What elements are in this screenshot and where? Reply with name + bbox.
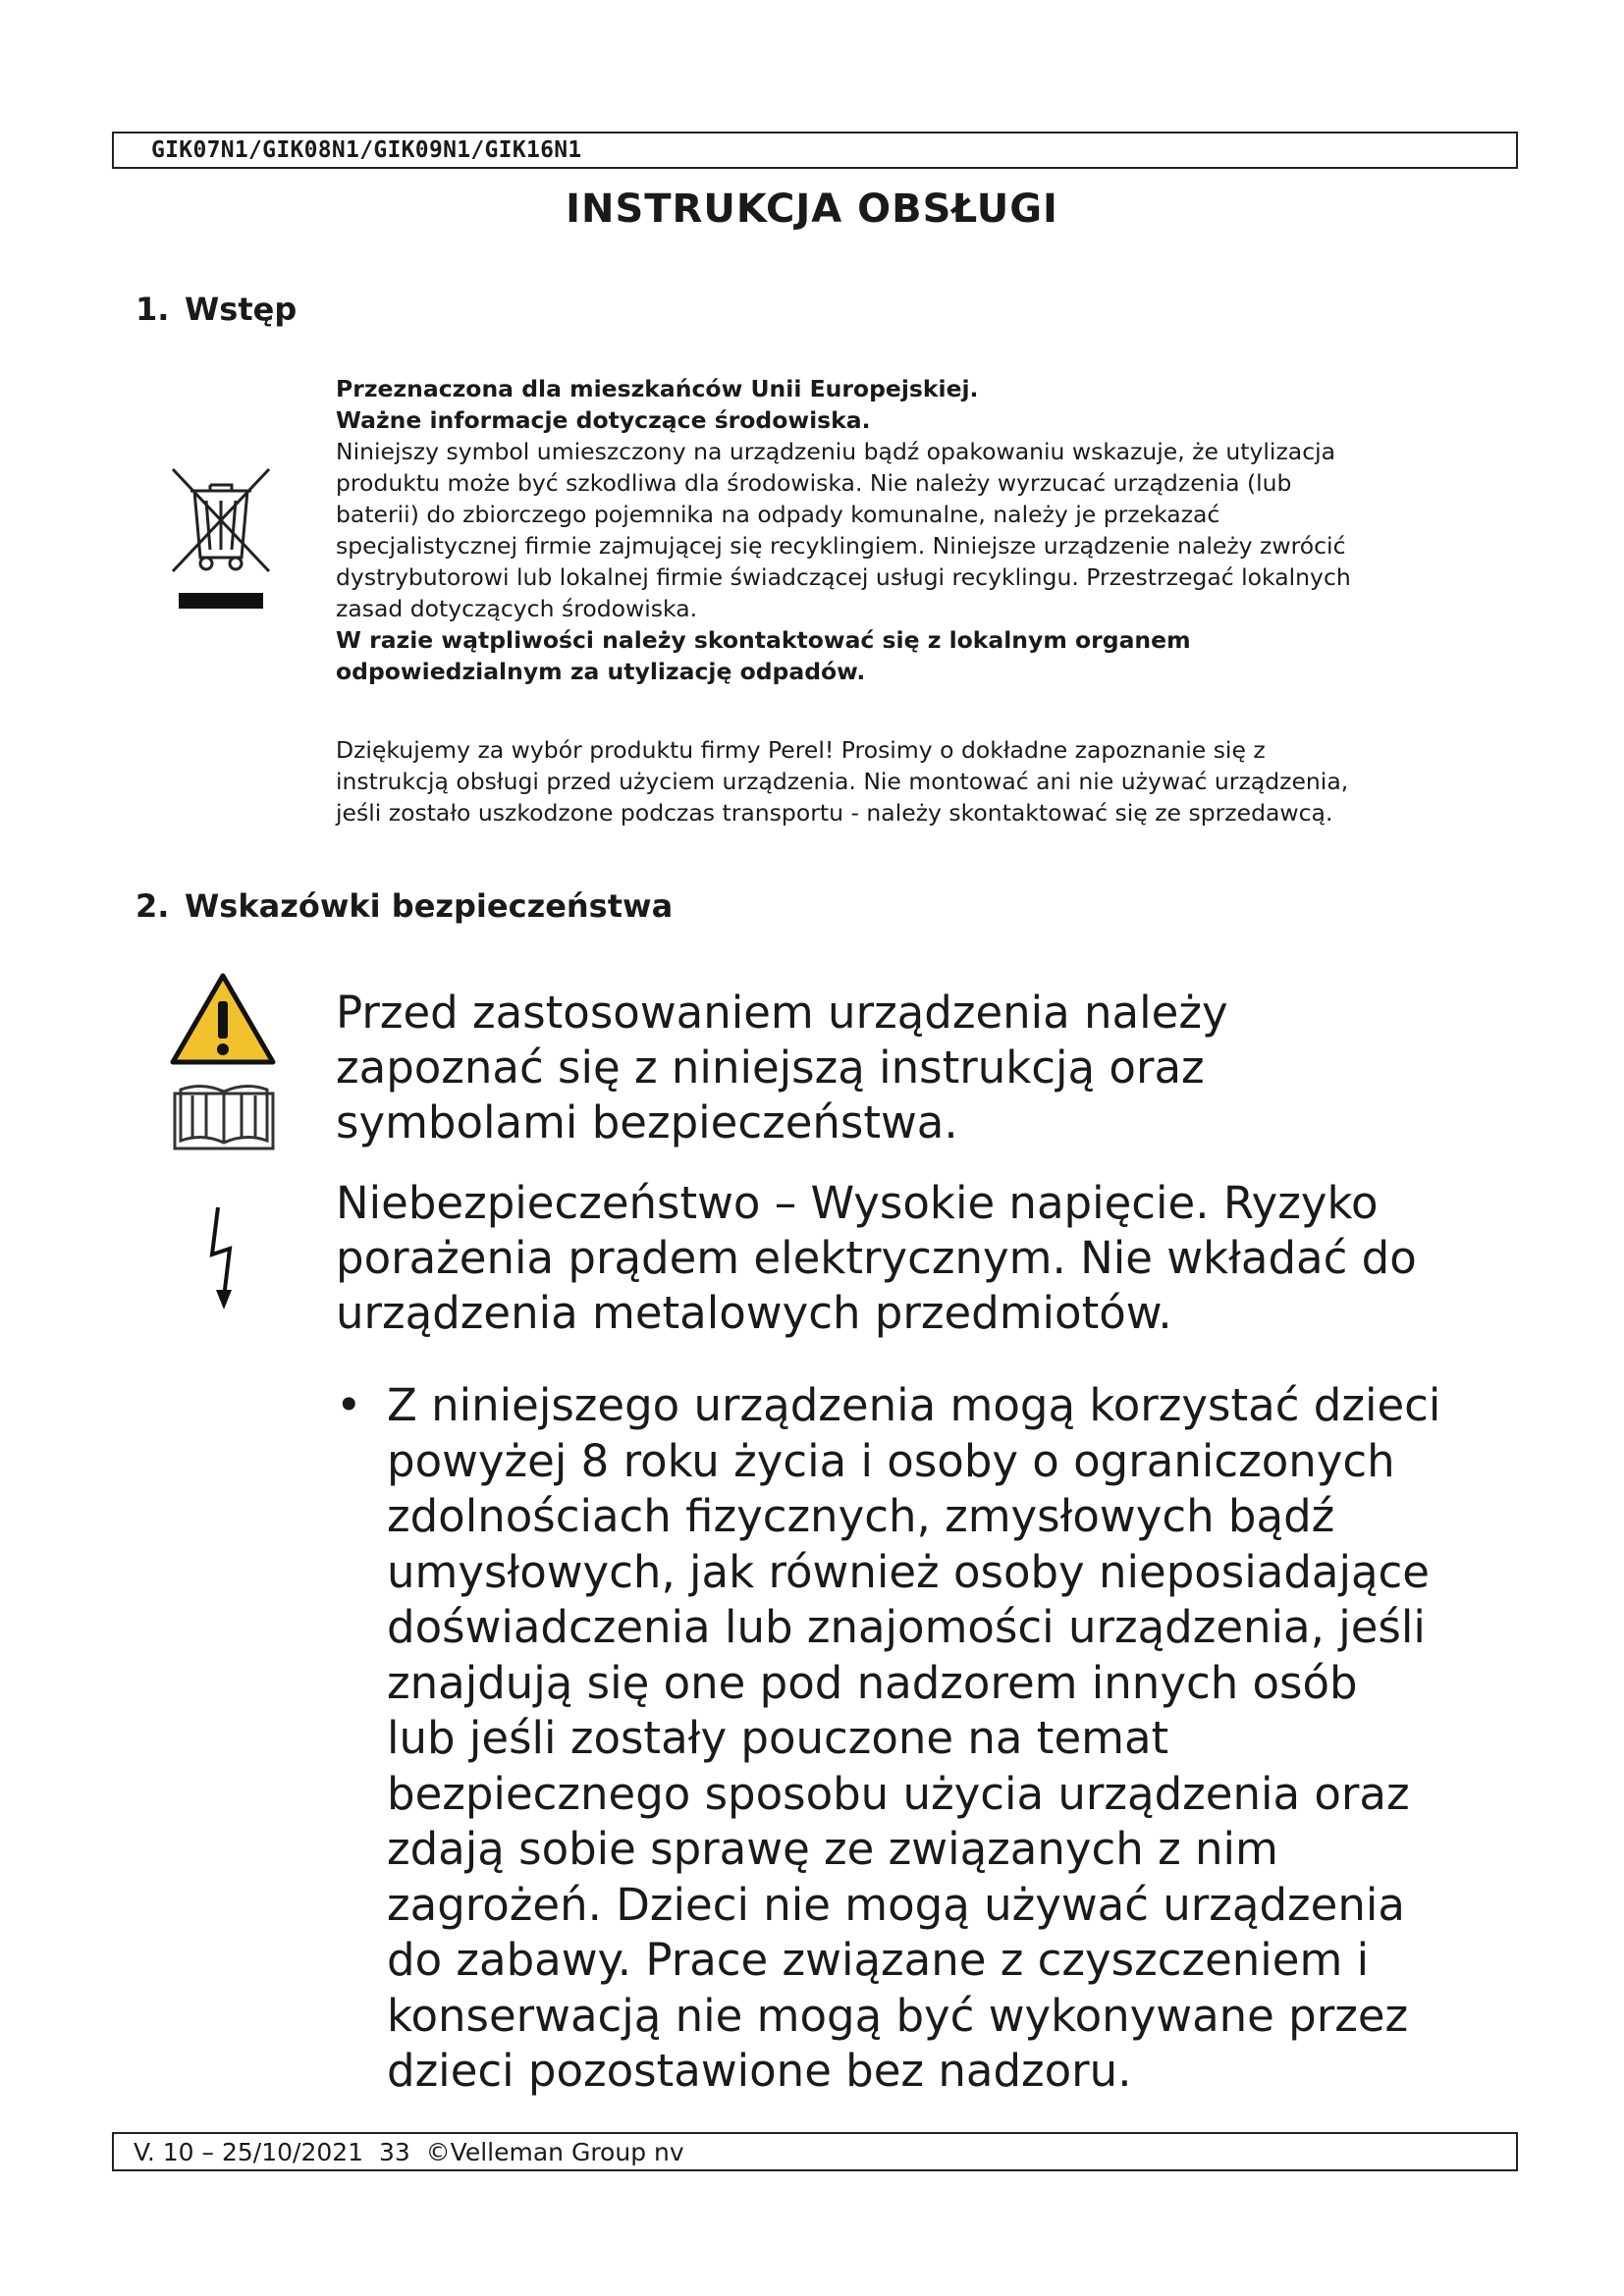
eu-line: specjalistycznej firmie zajmującej się recyklingiem. Niniejsze urządzenie należy zwrócić xyxy=(336,532,1346,560)
high-voltage-line: urządzenia metalowych przedmiotów. xyxy=(336,1287,1172,1339)
section-number: 2. xyxy=(135,887,170,925)
warning-triangle-icon xyxy=(169,972,277,1070)
read-manual-line: Przed zastosowaniem urządzenia należy xyxy=(336,987,1228,1039)
read-manual-line: symbolami bezpieczeństwa. xyxy=(336,1096,958,1148)
high-voltage-icon xyxy=(208,1203,247,1315)
eu-line: zasad dotyczących środowiska. xyxy=(336,595,698,622)
bullet-line: dzieci pozostawione bez nadzoru. xyxy=(387,2045,1132,2097)
eu-info-block xyxy=(336,373,1475,687)
high-voltage-line: Niebezpieczeństwo – Wysokie napięcie. Ryzyko xyxy=(336,1177,1379,1229)
bullet-line: zdolnościach fizycznych, zmysłowych bądź xyxy=(387,1490,1335,1542)
footer-box xyxy=(112,2132,1518,2171)
bullet-line: lub jeśli zostały pouczone na temat xyxy=(387,1712,1169,1764)
bullet-line: zdają sobie sprawę ze związanych z nim xyxy=(387,1823,1278,1875)
bullet-line: umysłowych, jak również osoby nieposiadające xyxy=(387,1545,1430,1598)
bullet-line: do zabawy. Prace związane z czyszczeniem i xyxy=(387,1934,1370,1986)
weee-bin-icon xyxy=(167,461,275,614)
bullet-line: konserwacją nie mogą być wykonywane przez xyxy=(387,1989,1409,2042)
bullet-line: bezpiecznego sposobu użycia urządzenia oraz xyxy=(387,1767,1410,1820)
read-manual-line: zapoznać się z niniejszą instrukcją oraz xyxy=(336,1041,1205,1094)
children-safety-bullet xyxy=(336,1378,1494,2100)
bullet-line: Z niniejszego urządzenia mogą korzystać dzieci xyxy=(387,1379,1441,1431)
bullet-line: doświadczenia lub znajomości urządzenia, jeśli xyxy=(387,1601,1426,1653)
high-voltage-text xyxy=(336,1176,1417,1341)
eu-line: Niniejszy symbol umieszczony na urządzeniu bądź opakowaniu wskazuje, że utylizacja xyxy=(336,438,1336,465)
page-title: INSTRUKCJA OBSŁUGI xyxy=(566,187,1058,232)
thanks-line: jeśli zostało uszkodzone podczas transportu - należy skontaktować się ze sprzedawcą. xyxy=(336,799,1333,827)
eu-line: baterii) do zbiorczego pojemnika na odpady komunalne, należy je przekazać xyxy=(336,501,1220,528)
bullet-dot: • xyxy=(336,1379,362,1431)
eu-line: dystrybutorowi lub lokalnej firmie świadczącej usługi recyklingu. Przestrzegać lokalnych xyxy=(336,563,1351,591)
bullet-line: zagrożeń. Dzieci nie mogą używać urządzenia xyxy=(387,1878,1405,1931)
bullet-line: znajdują się one pod nadzorem innych osób xyxy=(387,1656,1358,1709)
section-number: 1. xyxy=(135,291,170,328)
high-voltage-line: porażenia prądem elektrycznym. Nie wkładać do xyxy=(336,1232,1417,1284)
eu-warning-line: odpowiedzialnym za utylizację odpadów. xyxy=(336,658,866,685)
section-title: Wskazówki bezpieczeństwa xyxy=(185,887,674,925)
eu-heading-2: Ważne informacje dotyczące środowiska. xyxy=(336,406,871,434)
eu-warning-line: W razie wątpliwości należy skontaktować się z lokalnym organem xyxy=(336,626,1191,654)
header-box xyxy=(112,132,1518,169)
section-title: Wstęp xyxy=(185,291,298,328)
read-manual-text xyxy=(336,986,1228,1150)
section-heading-safety xyxy=(135,887,673,925)
bullet-line: powyżej 8 roku życia i osoby o ograniczonych xyxy=(387,1434,1395,1487)
eu-line: produktu może być szkodliwa dla środowiska. Nie należy wyrzucać urządzenia (lub xyxy=(336,469,1292,497)
thanks-block xyxy=(336,734,1485,828)
model-codes: GIK07N1/GIK08N1/GIK09N1/GIK16N1 xyxy=(151,137,582,163)
thanks-line: Dziękujemy za wybór produktu firmy Perel! Prosimy o dokładne zapoznanie się z xyxy=(336,736,1266,764)
eu-heading-1: Przeznaczona dla mieszkańców Unii Europejskiej. xyxy=(336,375,979,402)
manual-book-icon xyxy=(173,1080,275,1154)
thanks-line: instrukcją obsługi przed użyciem urządzenia. Nie montować ani nie używać urządzenia, xyxy=(336,768,1349,795)
footer-text: V. 10 – 25/10/2021 33 ©Velleman Group nv xyxy=(134,2138,684,2166)
section-heading-intro xyxy=(135,291,297,328)
